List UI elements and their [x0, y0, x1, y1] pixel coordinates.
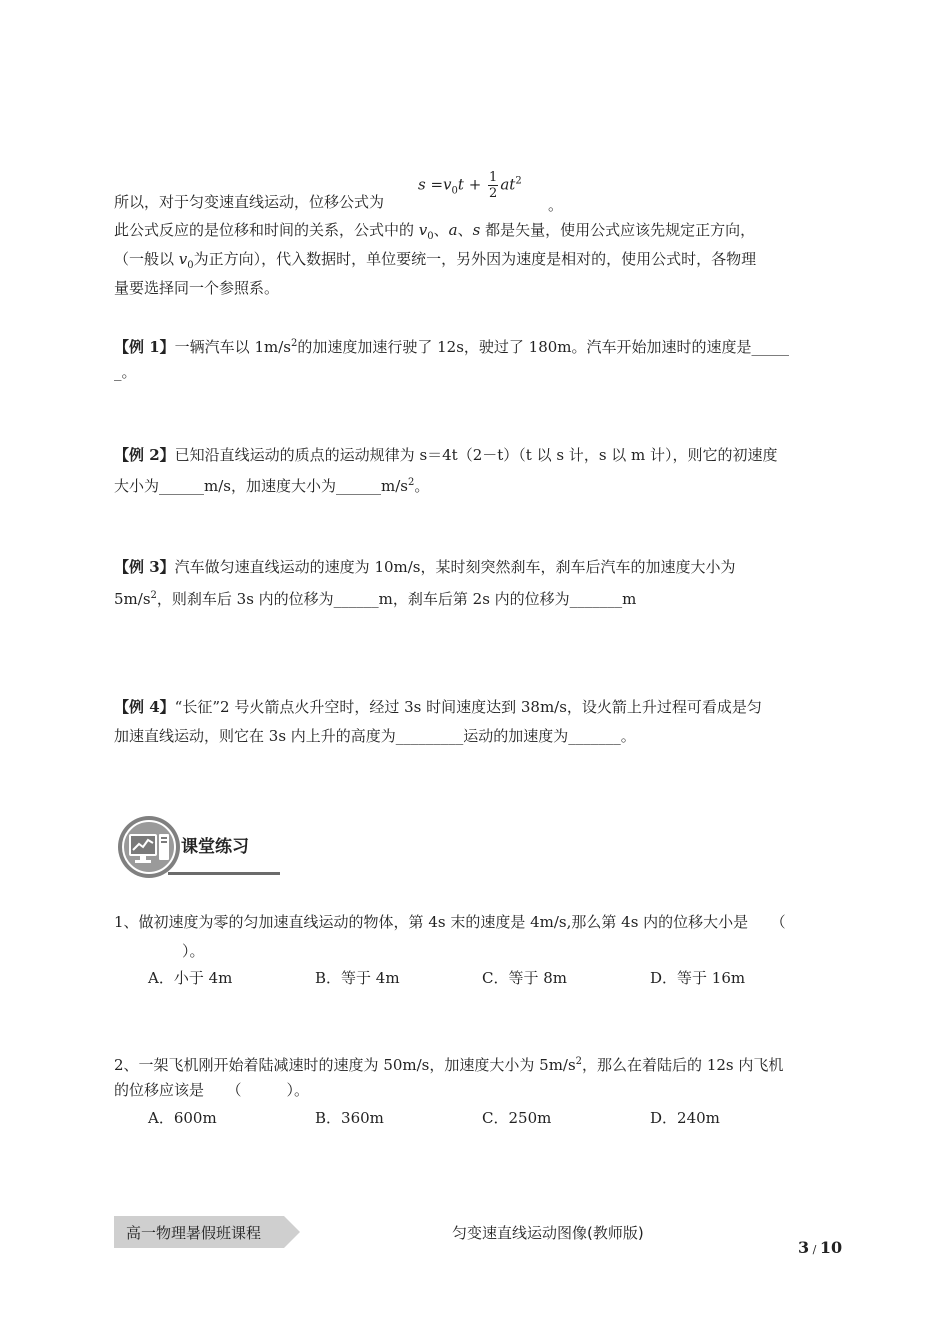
q1-option-c[interactable]: C．等于 8m	[482, 969, 568, 987]
example-2-line-2: 大小为______m/s，加速度大小为$\_\_\_\_\_\_m/s^2$。	[114, 477, 430, 495]
q1-option-d[interactable]: D．等于 16m	[650, 969, 746, 987]
example-3: 【例 3】汽车做匀速直线运动的速度为 10m/s，某时刻突然刹车，刹车后汽车的加速度大小为	[114, 558, 736, 576]
q2-option-d[interactable]: D．240m	[650, 1109, 720, 1127]
formula-period: 。	[548, 196, 564, 214]
question-1-line-2: ）。	[182, 942, 205, 960]
q2-option-b[interactable]: B．360m	[315, 1109, 384, 1127]
question-2-line-2: 的位移应该是 （ ）。	[114, 1081, 310, 1099]
footer-document-title: 匀变速直线运动图像(教师版)	[452, 1224, 644, 1242]
example-4: 【例 4】“长征”2 号火箭点火升空时，经过 3s 时间速度达到 38m/s，设火箭上升过程可看成是匀	[114, 698, 762, 716]
intro-line-3: （一般以 $v_0$为正方向），代入数据时，单位要统一，另外因为速度是相对的，使用公式时，各物理	[114, 250, 757, 271]
example-1-line-2: _。	[114, 363, 137, 381]
example-3-line-2: $5m/s^2$，则刹车后 3s 内的位移为______m，刹车后第 2s 内的位移为_______m	[114, 590, 637, 608]
question-2: 2、一架飞机刚开始着陆减速时的速度为 50m/s，加速度大小为 $5m/s^2$，那么在着陆后的 12s 内飞机	[114, 1056, 784, 1074]
example-2: 【例 2】已知沿直线运动的质点的运动规律为 s＝4t（2－t）（t 以 s 计，s 以 m 计），则它的初速度	[114, 446, 778, 464]
question-1: 1、做初速度为零的匀加速直线运动的物体，第 4s 末的速度是 4m/s,那么第 4s 内的位移大小是 （	[114, 913, 786, 931]
footer-course-label: 高一物理暑假班课程	[126, 1224, 262, 1242]
q2-option-a[interactable]: A．600m	[148, 1109, 217, 1127]
intro-line-2: 此公式反应的是位移和时间的关系，公式中的 $v_0$、a、s 都是矢量，使用公式应该先规定正方向，	[114, 221, 756, 242]
monitor-chart-icon	[118, 816, 180, 878]
displacement-formula: $s =v_0t$ + $\frac{1}{2}$ $at^2$	[418, 170, 522, 201]
q1-option-a[interactable]: A．小于 4m	[148, 969, 233, 987]
section-title: 课堂练习	[181, 837, 249, 857]
intro-line-1: 所以，对于匀变速直线运动，位移公式为	[114, 193, 385, 211]
example-1: 【例 1】一辆汽车以 $1m/s^2$的加速度加速行驶了 12s，驶过了 180m。汽车开始加速时的速度是_____	[114, 338, 790, 356]
section-divider	[168, 872, 280, 875]
example-4-line-2: 加速直线运动，则它在 3s 内上升的高度为_________运动的加速度为_______。	[114, 727, 636, 745]
intro-line-4: 量要选择同一个参照系。	[114, 279, 280, 297]
q2-option-c[interactable]: C．250m	[482, 1109, 552, 1127]
q1-option-b[interactable]: B．等于 4m	[315, 969, 400, 987]
page-number: 3 / 10	[798, 1238, 843, 1257]
